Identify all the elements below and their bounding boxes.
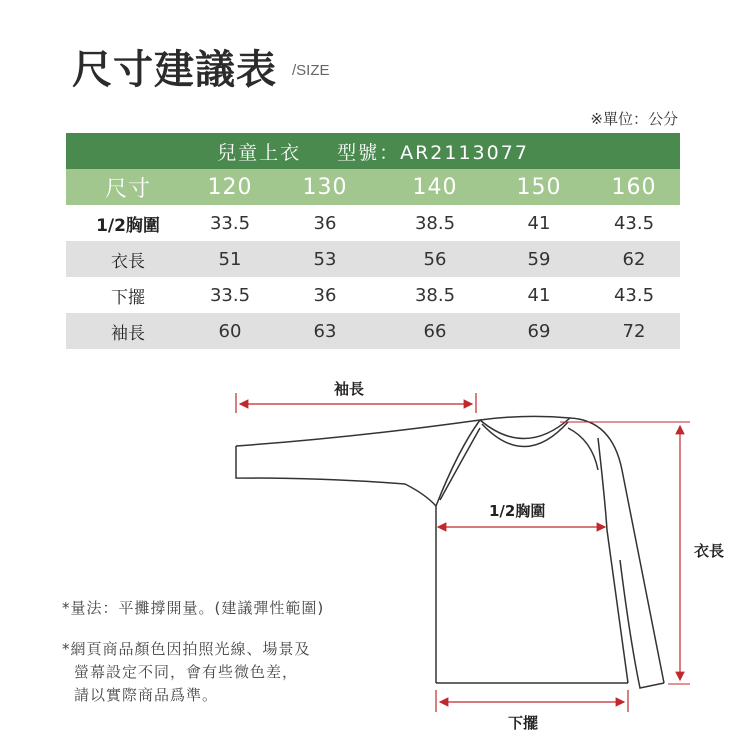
disclaimer-line-1: *網頁商品顏色因拍照光線、場景及 [62, 640, 311, 658]
table-cell: 36 [313, 212, 337, 234]
table-cell: 38.5 [414, 284, 456, 306]
hem-width-arrow [436, 690, 628, 712]
row-label: 衣長 [111, 251, 145, 272]
table-cell: 62 [622, 248, 646, 270]
table-cell: 43.5 [613, 284, 655, 306]
table-cell: 72 [622, 320, 646, 342]
page-subtitle: /SIZE [292, 62, 330, 79]
column-header: 160 [611, 174, 657, 200]
table-cell: 59 [527, 248, 551, 270]
table-cell: 41 [527, 212, 551, 234]
table-cell: 63 [313, 320, 337, 342]
body-length-label: 衣長 [694, 542, 725, 560]
table-cell: 41 [527, 284, 551, 306]
table-cell: 36 [313, 284, 337, 306]
body-length-arrow [560, 422, 690, 684]
table-cell: 53 [313, 248, 337, 270]
column-header: 150 [516, 174, 562, 200]
product-label: 兒童上衣 [217, 141, 302, 164]
hem-label: 下擺 [508, 714, 539, 732]
page-title: 尺寸建議表 [72, 46, 277, 93]
sleeve-length-label: 袖長 [334, 380, 365, 398]
table-cell: 56 [423, 248, 447, 270]
table-cell: 38.5 [414, 212, 456, 234]
table-cell: 51 [218, 248, 242, 270]
row-label: 1/2胸圍 [96, 215, 160, 236]
table-cell: 66 [423, 320, 447, 342]
disclaimer-line-2: 螢幕設定不同，會有些微色差， [74, 663, 299, 681]
column-header: 尺寸 [104, 176, 151, 202]
table-cell: 69 [527, 320, 551, 342]
unit-note: ※單位：公分 [590, 110, 678, 128]
model-label: 型號：AR2113077 [337, 141, 529, 164]
table-cell: 33.5 [209, 284, 251, 306]
measure-note: *量法：平攤撐開量。(建議彈性範圍) [62, 599, 325, 617]
row-label: 袖長 [111, 323, 145, 344]
chest-label: 1/2胸圍 [489, 502, 546, 520]
table-cell: 43.5 [613, 212, 655, 234]
table-cell: 60 [218, 320, 242, 342]
column-header: 120 [207, 174, 253, 200]
column-header: 140 [412, 174, 458, 200]
disclaimer-line-3: 請以實際商品爲準。 [74, 686, 219, 704]
table-cell: 33.5 [209, 212, 251, 234]
column-header: 130 [302, 174, 348, 200]
row-label: 下擺 [111, 287, 145, 308]
